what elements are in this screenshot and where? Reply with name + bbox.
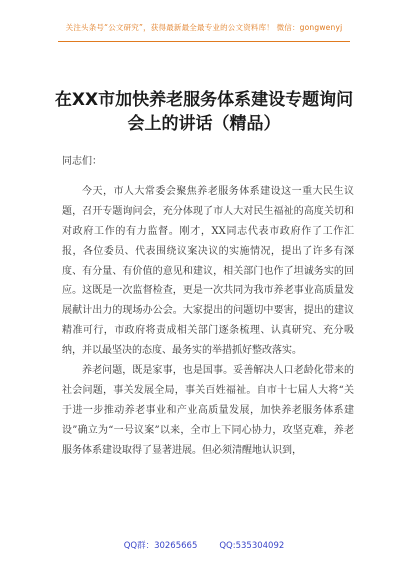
- salutation: 同志们：: [62, 156, 102, 167]
- page-footer: [0, 539, 408, 551]
- body-paragraph: 今天，市人大常委会聚焦养老服务体系建设这一重大民生议题，召开专题询问会，充分体现了市人大对民生福祉的高度关切和对政府工作的有力监督。刚才，XX同志代表市政府作了工作汇报，各位委员、代表围绕议案决议的实施情况，提出了许多有深度、有分量、有价值的意见和建议，相关部门也作了坦诚务实的回应。这既是一次监督检查，更是一次共同为我市养老事业高质量发展献计出力的现场办公会。大家提出的问题切中要害，提出的建议精准可行，市政府将责成相关部门逐条梳理、认真研究、充分吸纳，并以最坚决的态度、最务实的举措抓好整改落实。: [62, 185, 354, 357]
- document-title: [40, 88, 368, 136]
- header-divider: [58, 41, 350, 42]
- footer-qq-group: QQ群：30265665: [123, 541, 198, 551]
- body-paragraph: 养老问题，既是家事，也是国事。妥善解决人口老龄化带来的社会问题，事关发展全局，事关百姓福祉。自市十七届人大将“关于进一步推动养老事业和产业高质量发展，加快养老服务体系建设”确立为“一号议案”以来，全市上下同心协力，攻坚克难，养老服务体系建设取得了显著进展。但必须清醒地认识到，: [62, 365, 354, 456]
- footer-qq: QQ:535304092: [219, 541, 285, 551]
- title-line-1: 在XX市加快养老服务体系建设专题询问: [54, 90, 354, 110]
- page-header-banner: 关注头条号“公文研究”，获得最新最全最专业的公文资料库！ 微信：gongwenyj: [65, 23, 343, 32]
- title-line-2: 会上的讲话（精品）: [127, 114, 281, 134]
- document-body: [62, 152, 354, 461]
